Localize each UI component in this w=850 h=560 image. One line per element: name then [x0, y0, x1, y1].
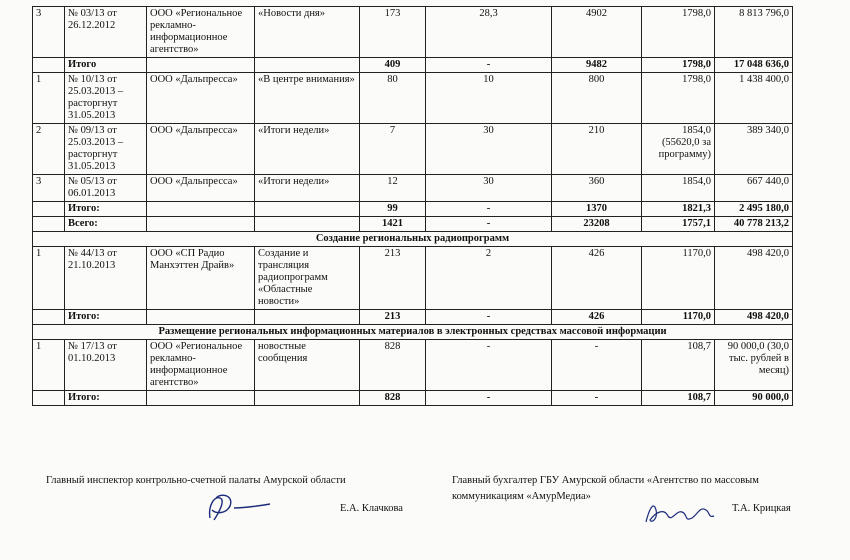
table-row	[33, 73, 793, 124]
cell-sum: 40 778 213,2	[715, 217, 793, 232]
section-row	[33, 325, 793, 340]
cell-program: «Итоги недели»	[255, 124, 360, 175]
section-title: Создание региональных радиопрограмм	[33, 232, 793, 247]
cell-empty	[147, 310, 255, 325]
cell-duration: 30	[426, 124, 552, 175]
cell-duration: 2	[426, 247, 552, 310]
cell-empty	[255, 202, 360, 217]
right-signer-title-line1: Главный бухгалтер ГБУ Амурской области «Агентство по массовым	[452, 475, 759, 486]
cell-empty	[33, 217, 65, 232]
table-row	[33, 7, 793, 58]
cell-total: 360	[552, 175, 642, 202]
cell-no: 1	[33, 340, 65, 391]
cell-empty	[255, 58, 360, 73]
cell-no: 3	[33, 175, 65, 202]
cell-volume: 173	[360, 7, 426, 58]
cell-empty	[255, 310, 360, 325]
cell-sum: 389 340,0	[715, 124, 793, 175]
cell-no: 2	[33, 124, 65, 175]
cell-contract: № 05/13 от 06.01.2013	[65, 175, 147, 202]
cell-sum: 2 495 180,0	[715, 202, 793, 217]
total-label: Всего:	[65, 217, 147, 232]
cell-volume: 213	[360, 247, 426, 310]
cell-sum: 17 048 636,0	[715, 58, 793, 73]
table-row	[33, 175, 793, 202]
total-label: Итого:	[65, 202, 147, 217]
cell-price: 1170,0	[642, 247, 715, 310]
cell-duration: -	[426, 310, 552, 325]
cell-duration: -	[426, 58, 552, 73]
cell-sum: 1 438 400,0	[715, 73, 793, 124]
total-row	[33, 217, 793, 232]
cell-total: -	[552, 340, 642, 391]
cell-no: 1	[33, 247, 65, 310]
cell-empty	[147, 58, 255, 73]
cell-sum: 498 420,0	[715, 310, 793, 325]
cell-total: 426	[552, 310, 642, 325]
cell-contract: № 10/13 от 25.03.2013 – расторгнут 31.05.2013	[65, 73, 147, 124]
cell-price: 1798,0	[642, 73, 715, 124]
right-signer-name: Т.А. Крицкая	[732, 503, 791, 514]
cell-empty	[33, 310, 65, 325]
cell-volume: 828	[360, 340, 426, 391]
cell-empty	[255, 391, 360, 406]
cell-volume: 409	[360, 58, 426, 73]
cell-org: ООО «Региональное рекламно-информационное агентство»	[147, 7, 255, 58]
cell-volume: 828	[360, 391, 426, 406]
cell-contract: № 03/13 от 26.12.2012	[65, 7, 147, 58]
section-title: Размещение региональных информационных материалов в электронных средствах массовой информации	[33, 325, 793, 340]
cell-duration: 10	[426, 73, 552, 124]
cell-volume: 80	[360, 73, 426, 124]
table-row	[33, 247, 793, 310]
cell-duration: -	[426, 202, 552, 217]
cell-total: 426	[552, 247, 642, 310]
cell-duration: -	[426, 391, 552, 406]
cell-duration: 28,3	[426, 7, 552, 58]
cell-program: «Новости дня»	[255, 7, 360, 58]
section-row	[33, 232, 793, 247]
cell-program: «Итоги недели»	[255, 175, 360, 202]
cell-total: 210	[552, 124, 642, 175]
cell-empty	[33, 391, 65, 406]
report-table-body	[33, 7, 793, 406]
cell-sum: 8 813 796,0	[715, 7, 793, 58]
cell-program: Создание и трансляция радиопрограмм «Областные новости»	[255, 247, 360, 310]
total-label: Итого:	[65, 391, 147, 406]
cell-empty	[147, 217, 255, 232]
report-table	[32, 6, 793, 406]
cell-price: 1798,0	[642, 7, 715, 58]
cell-volume: 7	[360, 124, 426, 175]
cell-volume: 213	[360, 310, 426, 325]
cell-price: 1854,0	[642, 175, 715, 202]
total-row	[33, 202, 793, 217]
cell-total: 1370	[552, 202, 642, 217]
total-label: Итого:	[65, 310, 147, 325]
cell-duration: -	[426, 217, 552, 232]
cell-price: 1854,0 (55620,0 за программу)	[642, 124, 715, 175]
cell-price: 108,7	[642, 391, 715, 406]
cell-contract: № 17/13 от 01.10.2013	[65, 340, 147, 391]
left-signature	[200, 488, 290, 528]
cell-empty	[147, 202, 255, 217]
total-row	[33, 58, 793, 73]
cell-total: 800	[552, 73, 642, 124]
cell-empty	[33, 58, 65, 73]
cell-org: ООО «Дальпресса»	[147, 175, 255, 202]
right-signer-title-line2: коммуникациям «АмурМедиа»	[452, 491, 591, 502]
cell-price: 1798,0	[642, 58, 715, 73]
cell-org: ООО «Региональное рекламно-информационное агентство»	[147, 340, 255, 391]
cell-org: ООО «Дальпресса»	[147, 73, 255, 124]
cell-volume: 99	[360, 202, 426, 217]
cell-price: 1170,0	[642, 310, 715, 325]
cell-sum: 667 440,0	[715, 175, 793, 202]
cell-duration: -	[426, 340, 552, 391]
cell-total: 4902	[552, 7, 642, 58]
total-row	[33, 310, 793, 325]
cell-price: 1757,1	[642, 217, 715, 232]
cell-volume: 12	[360, 175, 426, 202]
cell-price: 108,7	[642, 340, 715, 391]
cell-sum: 90 000,0	[715, 391, 793, 406]
left-signer-name: Е.А. Клачкова	[340, 503, 403, 514]
cell-empty	[33, 202, 65, 217]
cell-total: 9482	[552, 58, 642, 73]
cell-contract: № 09/13 от 25.03.2013 – расторгнут 31.05.2013	[65, 124, 147, 175]
cell-contract: № 44/13 от 21.10.2013	[65, 247, 147, 310]
cell-program: «В центре внимания»	[255, 73, 360, 124]
right-signature	[640, 496, 720, 530]
cell-org: ООО «Дальпресса»	[147, 124, 255, 175]
cell-program: новостные сообщения	[255, 340, 360, 391]
cell-volume: 1421	[360, 217, 426, 232]
cell-price: 1821,3	[642, 202, 715, 217]
cell-total: 23208	[552, 217, 642, 232]
table-row	[33, 124, 793, 175]
total-label: Итого	[65, 58, 147, 73]
cell-no: 3	[33, 7, 65, 58]
cell-sum: 498 420,0	[715, 247, 793, 310]
cell-org: ООО «СП Радио Манхэттен Драйв»	[147, 247, 255, 310]
total-row	[33, 391, 793, 406]
cell-sum: 90 000,0 (30,0 тыс. рублей в месяц)	[715, 340, 793, 391]
left-signer-title: Главный инспектор контрольно-счетной палаты Амурской области	[46, 475, 346, 486]
table-row	[33, 340, 793, 391]
cell-no: 1	[33, 73, 65, 124]
cell-empty	[147, 391, 255, 406]
cell-empty	[255, 217, 360, 232]
cell-duration: 30	[426, 175, 552, 202]
cell-total: -	[552, 391, 642, 406]
